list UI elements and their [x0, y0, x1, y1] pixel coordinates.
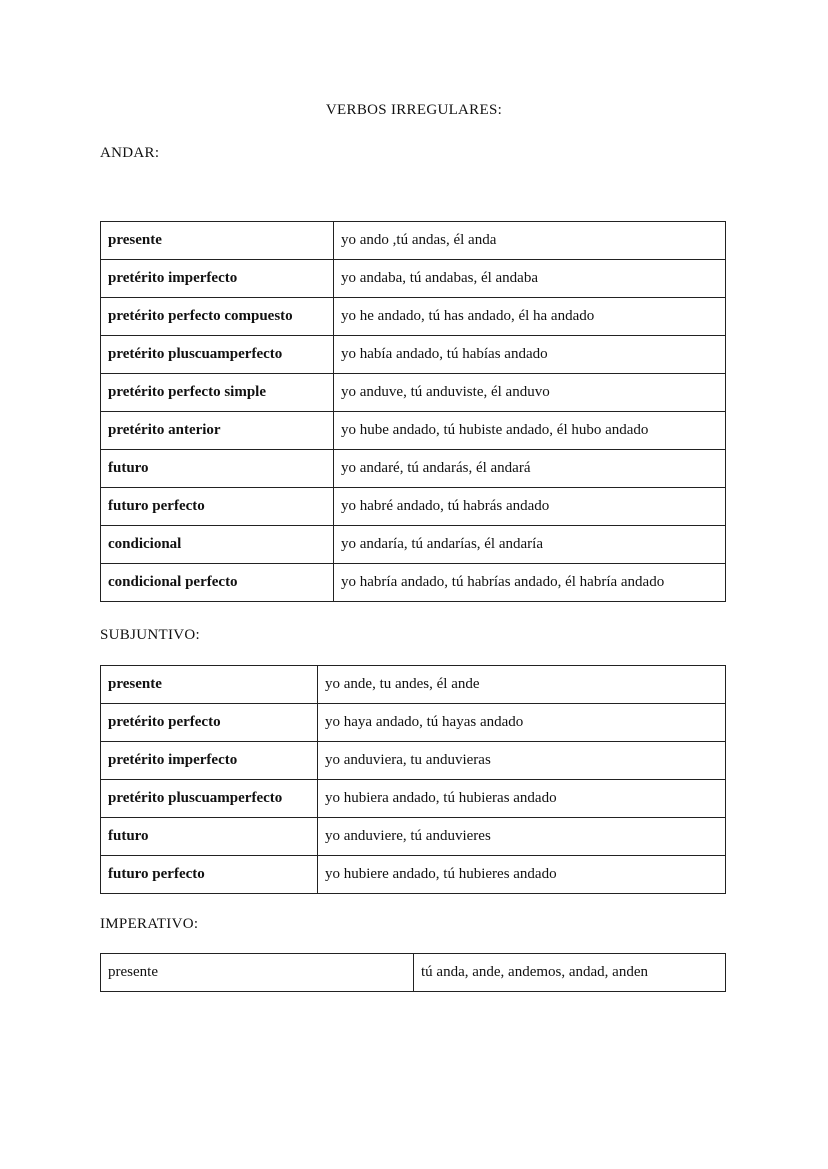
forms-cell: yo hubiere andado, tú hubieres andado	[318, 856, 726, 894]
forms-cell: yo anduviera, tu anduvieras	[318, 742, 726, 780]
imperativo-table	[100, 953, 726, 992]
tense-cell: pretérito perfecto simple	[101, 374, 334, 412]
forms-cell: yo haya andado, tú hayas andado	[318, 704, 726, 742]
table-row	[101, 564, 726, 602]
tense-cell: presente	[101, 666, 318, 704]
forms-cell: yo habré andado, tú habrás andado	[334, 488, 726, 526]
tense-cell: futuro perfecto	[101, 488, 334, 526]
tense-cell: futuro perfecto	[101, 856, 318, 894]
table-row	[101, 336, 726, 374]
tense-cell: pretérito pluscuamperfecto	[101, 336, 334, 374]
tense-cell: futuro	[101, 450, 334, 488]
table-row	[101, 412, 726, 450]
tense-cell: condicional	[101, 526, 334, 564]
tense-cell: pretérito pluscuamperfecto	[101, 780, 318, 818]
table-row	[101, 222, 726, 260]
forms-cell: yo anduve, tú anduviste, él anduvo	[334, 374, 726, 412]
table-row	[101, 374, 726, 412]
forms-cell: yo he andado, tú has andado, él ha andado	[334, 298, 726, 336]
tense-cell: condicional perfecto	[101, 564, 334, 602]
table-row	[101, 954, 726, 992]
forms-cell: yo había andado, tú habías andado	[334, 336, 726, 374]
tense-cell: pretérito imperfecto	[101, 742, 318, 780]
imperativo-label: IMPERATIVO:	[100, 916, 199, 932]
subjuntivo-table	[100, 665, 726, 894]
verb-label: ANDAR:	[100, 145, 160, 161]
forms-cell: yo habría andado, tú habrías andado, él habría andado	[334, 564, 726, 602]
table-row	[101, 666, 726, 704]
forms-cell: yo hube andado, tú hubiste andado, él hubo andado	[334, 412, 726, 450]
table-row	[101, 742, 726, 780]
forms-cell: yo ando ,tú andas, él anda	[334, 222, 726, 260]
forms-cell: yo hubiera andado, tú hubieras andado	[318, 780, 726, 818]
forms-cell: yo anduviere, tú anduvieres	[318, 818, 726, 856]
page-title: VERBOS IRREGULARES:	[325, 102, 503, 118]
tense-cell: pretérito perfecto compuesto	[101, 298, 334, 336]
table-row	[101, 260, 726, 298]
tense-cell: pretérito imperfecto	[101, 260, 334, 298]
subjuntivo-label: SUBJUNTIVO:	[100, 627, 200, 643]
tense-cell: presente	[101, 222, 334, 260]
table-row	[101, 298, 726, 336]
forms-cell: tú anda, ande, andemos, andad, anden	[414, 954, 726, 992]
forms-cell: yo andaría, tú andarías, él andaría	[334, 526, 726, 564]
indicativo-table	[100, 221, 726, 602]
table-row	[101, 526, 726, 564]
table-row	[101, 780, 726, 818]
table-row	[101, 704, 726, 742]
tense-cell: pretérito anterior	[101, 412, 334, 450]
forms-cell: yo andaré, tú andarás, él andará	[334, 450, 726, 488]
tense-cell: presente	[101, 954, 414, 992]
tense-cell: pretérito perfecto	[101, 704, 318, 742]
forms-cell: yo andaba, tú andabas, él andaba	[334, 260, 726, 298]
table-row	[101, 856, 726, 894]
table-row	[101, 488, 726, 526]
table-row	[101, 818, 726, 856]
table-row	[101, 450, 726, 488]
forms-cell: yo ande, tu andes, él ande	[318, 666, 726, 704]
tense-cell: futuro	[101, 818, 318, 856]
